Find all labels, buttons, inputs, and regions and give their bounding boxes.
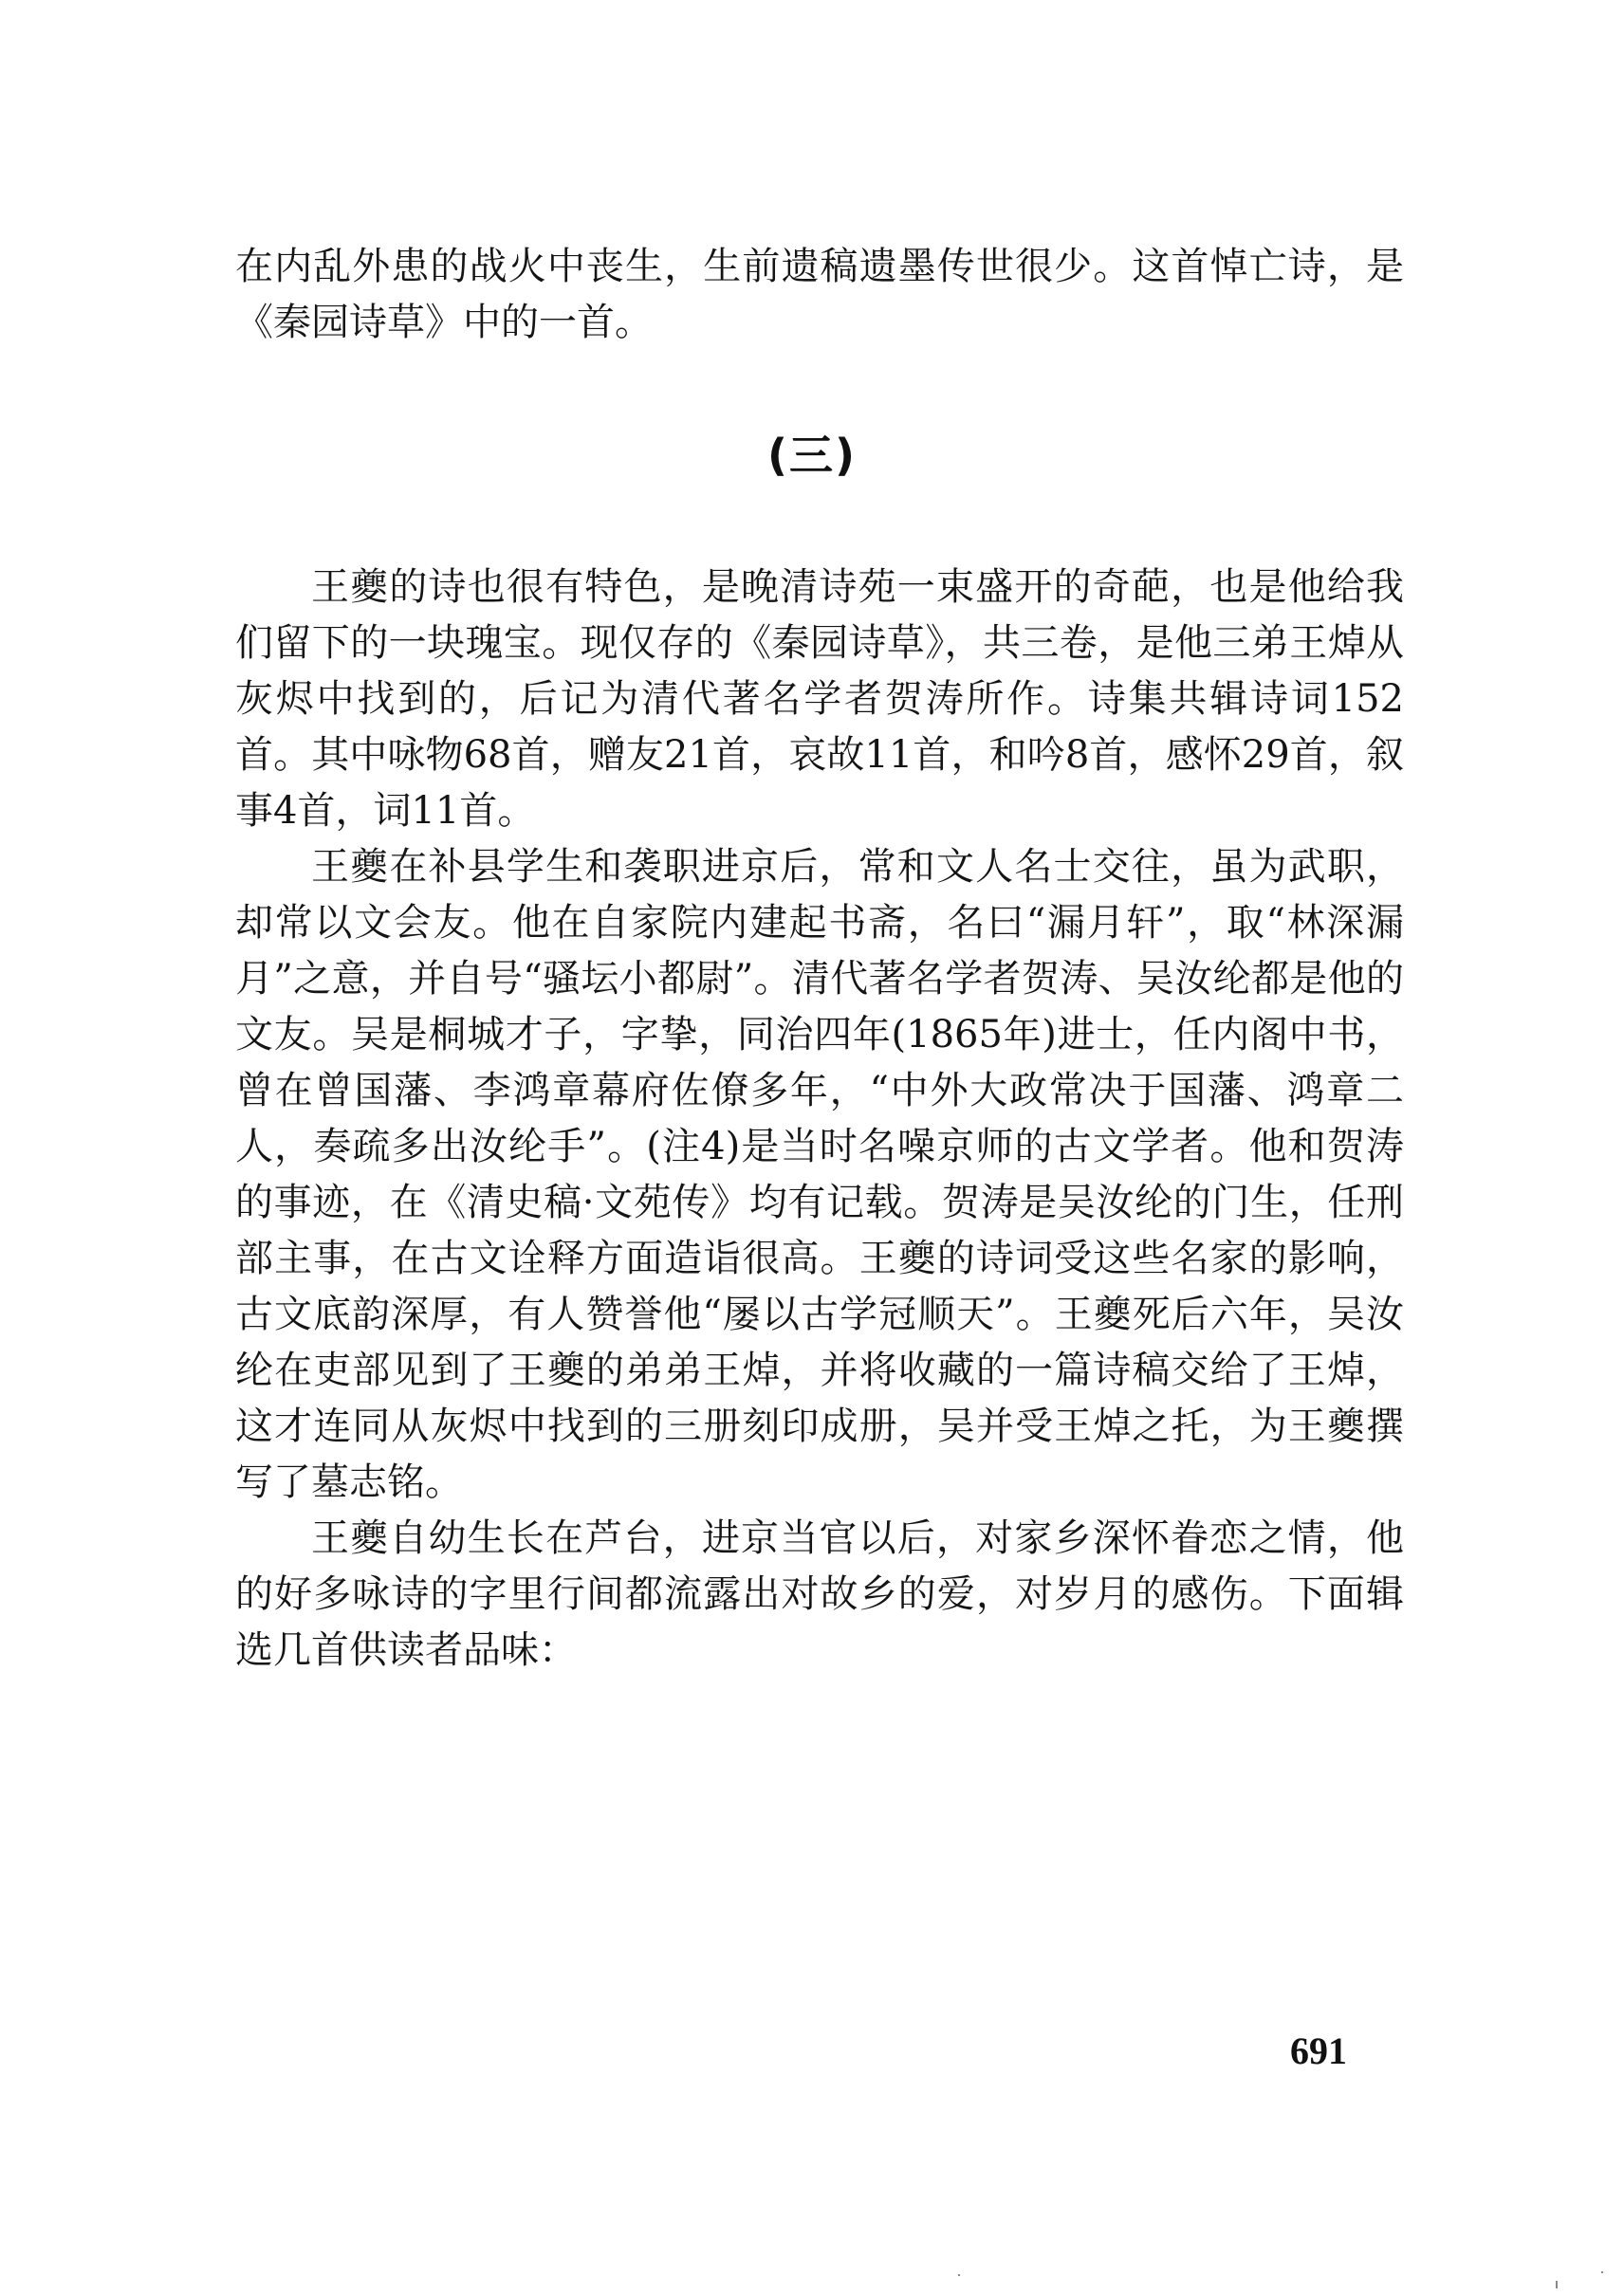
section-heading: (三): [766, 430, 858, 481]
body-paragraph-3: 王夔自幼生长在芦台，进京当官以后，对家乡深怀眷恋之情，他的好多咏诗的字里行间都流露出对故乡的爱，对岁月的感伤。下面辑选几首供读者品味：: [235, 1516, 1404, 1672]
scan-speck: [1556, 2281, 1558, 2288]
body-paragraph-1: 王夔的诗也很有特色，是晚清诗苑一束盛开的奇葩，也是他给我们留下的一块瑰宝。现仅存的《秦园诗草》，共三卷，是他三弟王焯从灰烬中找到的，后记为清代著名学者贺涛所作。诗集共辑诗词152首。其中咏物68首，赠友21首，哀故11首，和吟8首，感怀29首，叙事4首，词11首。: [235, 565, 1404, 833]
intro-paragraph: 在内乱外患的战火中丧生，生前遗稿遗墨传世很少。这首悼亡诗，是《秦园诗草》中的一首。: [235, 245, 1404, 344]
body-paragraph-2: 王夔在补县学生和袭职进京后，常和文人名士交往，虽为武职，却常以文会友。他在自家院内建起书斋，名曰“漏月轩”，取“林深漏月”之意，并自号“骚坛小都尉”。清代著名学者贺涛、吴汝纶都是他的文友。吴是桐城才子，字挚，同治四年(1865年)进士，任内阁中书，曾在曾国藩、李鸿章幕府佐僚多年，“中外大政常决于国藩、鸿章二人，奏疏多出汝纶手”。(注4)是当时名噪京师的古文学者。他和贺涛的事迹，在《清史稿·文苑传》均有记载。贺涛是吴汝纶的门生，任刑部主事，在古文诠释方面造诣很高。王夔的诗词受这些名家的影响，古文底韵深厚，有人赞誉他“屡以古学冠顺天”。王夔死后六年，吴汝纶在吏部见到了王夔的弟弟王焯，并将收藏的一篇诗稿交给了王焯，这才连同从灰烬中找到的三册刻印成册，吴并受王焯之托，为王夔撰写了墓志铭。: [235, 845, 1404, 1504]
scan-speck: [1601, 2271, 1603, 2273]
page-number: 691: [1290, 2030, 1347, 2072]
intro-text-block: [235, 239, 1404, 351]
scan-speck: [958, 2274, 960, 2276]
body-text-block: [235, 560, 1404, 1679]
